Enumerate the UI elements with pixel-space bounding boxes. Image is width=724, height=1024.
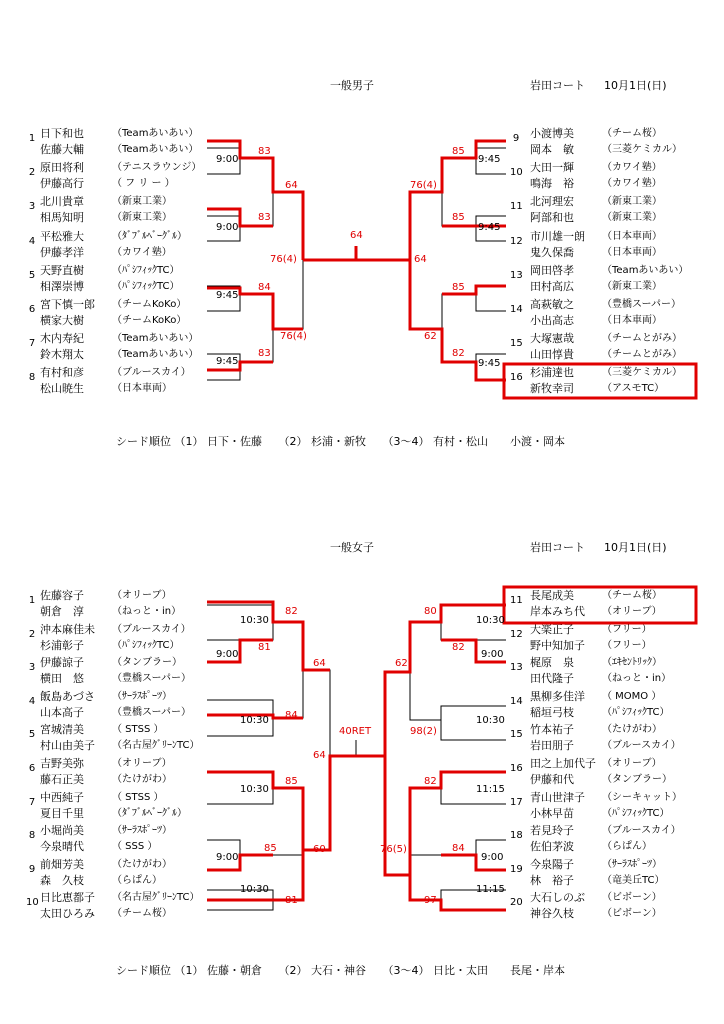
player-name: 大田一輝 — [530, 161, 574, 175]
match-score: 84 — [258, 282, 271, 293]
match-score: 83 — [258, 146, 271, 157]
women-court: 岩田コート — [530, 541, 585, 554]
player-club: （三菱ケミカル） — [602, 144, 682, 155]
player-club: （新東工業） — [602, 212, 662, 224]
player-club: （新東工業） — [112, 212, 172, 224]
player-club: （Teamあいあい） — [112, 349, 199, 361]
match-time: 9:00 — [216, 222, 239, 233]
draw-seed-number: 5 — [28, 269, 36, 281]
player-name: 横田 悠 — [40, 672, 84, 686]
player-club: （たけがわ） — [112, 774, 172, 785]
draw-seed-number: 4 — [28, 695, 36, 707]
draw-seed-number: 8 — [28, 372, 36, 384]
player-name: 阿部和也 — [530, 211, 574, 225]
match-score: 85 — [452, 146, 465, 157]
player-club: （シーキャット） — [602, 791, 682, 803]
match-score: 83 — [258, 212, 271, 223]
player-club: （ MOMO ） — [602, 690, 662, 702]
men-court: 岩田コート — [530, 79, 585, 92]
women-title: 一般女子 — [330, 541, 374, 554]
match-score: 64 — [350, 230, 363, 241]
player-name: 今泉陽子 — [530, 857, 574, 871]
player-name: 北川貴章 — [40, 195, 84, 209]
player-name: 田村高広 — [530, 279, 574, 293]
player-name: 横家大樹 — [40, 314, 84, 327]
player-club: （ｻｰﾗｽﾎﾟｰﾂ） — [112, 690, 172, 702]
player-name: 長尾成美 — [530, 589, 574, 602]
match-score: 85 — [452, 282, 465, 293]
match-score: 85 — [452, 212, 465, 223]
match-score: 62 — [395, 658, 408, 669]
draw-seed-number: 11 — [510, 201, 523, 213]
match-score: 98(2) — [410, 726, 437, 737]
draw-seed-number: 5 — [28, 729, 36, 741]
player-club: （ﾊﾟｼﾌｨｯｸTC） — [112, 264, 180, 276]
player-club: （ブルースカイ） — [112, 367, 191, 379]
player-name: 前畑芳美 — [40, 857, 84, 871]
player-name: 吉野美弥 — [40, 757, 84, 770]
draw-seed-number: 9 — [28, 863, 36, 875]
player-name: 山田惇貴 — [530, 348, 574, 362]
draw-seed-number: 10 — [26, 897, 39, 909]
draw-seed-number: 4 — [28, 235, 36, 247]
match-time: 9:00 — [481, 852, 504, 863]
match-score: 76(5) — [380, 844, 407, 855]
player-name: 伊藤諒子 — [40, 656, 84, 670]
player-club: （チーム桜） — [602, 128, 662, 139]
match-time: 10:30 — [240, 884, 269, 895]
player-name: 田代隆子 — [530, 672, 574, 686]
player-club: （オリーブ） — [602, 606, 662, 617]
player-name: 藤石正美 — [40, 773, 84, 786]
player-club: （たけがわ） — [602, 724, 662, 736]
player-club: （新東工業） — [602, 280, 662, 292]
draw-seed-number: 6 — [28, 304, 36, 315]
player-club: （ブルースカイ） — [602, 825, 681, 837]
draw-seed-number: 15 — [510, 729, 523, 741]
player-club: （ﾀﾞﾌﾞﾙﾍﾞｰｸﾞﾙ） — [112, 807, 187, 819]
draw-seed-number: 1 — [28, 133, 36, 144]
player-name: 日比恵都子 — [40, 891, 95, 905]
match-time: 9:45 — [478, 154, 501, 165]
draw-seed-number: 19 — [510, 863, 523, 875]
match-score: 64 — [285, 180, 298, 191]
match-score: 81 — [258, 642, 271, 653]
player-club: （カワイ塾） — [112, 246, 172, 258]
player-name: 中西純子 — [40, 790, 84, 804]
match-score: 85 — [264, 843, 277, 854]
match-score: 81 — [285, 895, 298, 906]
match-score: 64 — [313, 750, 326, 761]
player-club: （らぱん） — [112, 874, 162, 886]
player-club: （チームKoKo） — [112, 299, 187, 310]
player-club: （カワイ塾） — [602, 178, 662, 190]
player-club: （たけがわ） — [112, 858, 172, 870]
player-name: 小渡博美 — [530, 127, 574, 140]
player-club: （Teamあいあい） — [112, 333, 199, 345]
player-name: 宮下慎一郎 — [40, 298, 95, 311]
player-club: （名古屋ｸﾞﾘｰﾝTC） — [112, 740, 200, 752]
player-name: 飯島あづさ — [40, 689, 95, 703]
match-score: 80 — [424, 606, 437, 617]
women-date: 10月1日(日) — [604, 541, 667, 554]
draw-seed-number: 14 — [510, 695, 523, 707]
player-name: 朝倉 淳 — [40, 605, 84, 618]
player-club: （ブルースカイ） — [602, 740, 681, 752]
player-name: 杉浦彰子 — [40, 638, 84, 652]
men-title: 一般男子 — [330, 79, 374, 92]
player-club: （ SSS ） — [112, 841, 158, 853]
match-time: 9:45 — [216, 290, 239, 301]
player-name: 伊藤高行 — [40, 177, 84, 191]
player-name: 北河理宏 — [530, 195, 574, 209]
draw-seed-number: 2 — [28, 167, 36, 179]
player-name: 佐藤大輔 — [40, 143, 84, 156]
match-time: 9:00 — [216, 852, 239, 863]
draw-seed-number: 15 — [510, 338, 523, 350]
player-name: 今泉晴代 — [40, 840, 84, 854]
player-club: （テニスラウンジ） — [112, 162, 202, 174]
draw-seed-number: 14 — [510, 304, 523, 315]
match-score: 64 — [414, 254, 427, 265]
draw-seed-number: 12 — [510, 628, 523, 640]
player-name: 日下和也 — [40, 127, 84, 140]
player-club: （タンブラー） — [112, 657, 182, 669]
match-score: 76(4) — [410, 180, 437, 191]
men-seeds-line: シード順位 （1） 日下・佐藤 （2） 杉浦・新牧 （3～4） 有村・松山 小渡・岡本 — [116, 435, 565, 448]
player-name: 岩田朋子 — [530, 739, 574, 753]
player-club: （オリーブ） — [112, 590, 172, 601]
player-name: 沖本麻佳未 — [40, 622, 95, 636]
player-club: （新東工業） — [602, 196, 662, 208]
player-club: （日本車両） — [602, 230, 662, 242]
match-score: 83 — [258, 348, 271, 359]
player-club: （ビボーン） — [602, 892, 662, 904]
player-name: 野中知加子 — [530, 638, 585, 652]
player-club: （タンブラー） — [602, 774, 672, 785]
player-club: （ｴｷｾﾝﾄﾘｯｸ） — [602, 657, 662, 669]
player-club: （オリーブ） — [112, 758, 172, 769]
player-name: 稲垣弓枝 — [530, 705, 574, 719]
player-name: 平松雅大 — [40, 229, 84, 243]
player-club: （ STSS ） — [112, 724, 164, 736]
player-club: （カワイ塾） — [602, 162, 662, 174]
player-name: 夏目千里 — [40, 806, 84, 820]
draw-seed-number: 2 — [28, 628, 36, 640]
player-club: （ﾀﾞﾌﾞﾙﾍﾞｰｸﾞﾙ） — [112, 230, 187, 242]
match-score: 82 — [452, 348, 465, 359]
player-club: （チーム桜） — [602, 590, 662, 601]
player-name: 鈴木翔太 — [40, 348, 84, 362]
match-score: 60 — [313, 844, 326, 855]
draw-seed-number: 8 — [28, 830, 36, 842]
match-score: 82 — [424, 776, 437, 787]
player-club: （ﾊﾟｼﾌｨｯｸTC） — [112, 639, 180, 651]
player-club: （チームKoKo） — [112, 315, 187, 326]
draw-seed-number: 16 — [510, 763, 523, 774]
player-club: （チーム桜） — [112, 908, 172, 920]
player-name: 鳴海 裕 — [530, 177, 574, 191]
player-club: （ STSS ） — [112, 791, 164, 803]
draw-seed-number: 18 — [510, 830, 523, 842]
player-club: （竜美丘TC） — [602, 874, 665, 886]
women-seeds-line: シード順位 （1） 佐藤・朝倉 （2） 大石・神谷 （3～4） 日比・太田 長尾・岸本 — [116, 964, 565, 977]
match-time: 9:00 — [216, 649, 239, 660]
player-club: （ｻｰﾗｽﾎﾟｰﾂ） — [112, 825, 172, 837]
player-name: 小林早苗 — [530, 806, 574, 820]
player-name: 青山世津子 — [530, 790, 585, 804]
player-club: （日本車両） — [602, 246, 662, 258]
player-name: 林 裕子 — [530, 873, 574, 887]
draw-seed-number: 11 — [510, 595, 523, 606]
draw-seed-number: 12 — [510, 235, 523, 247]
player-club: （ブルースカイ） — [112, 623, 191, 635]
player-name: 杉浦達也 — [530, 366, 574, 380]
player-club: （チームとがみ） — [602, 333, 682, 345]
player-name: 小堀尚美 — [40, 824, 84, 838]
draw-seed-number: 1 — [28, 595, 36, 606]
player-club: （Teamあいあい） — [602, 264, 689, 276]
match-time: 9:45 — [216, 356, 239, 367]
match-time: 11:15 — [476, 884, 505, 895]
player-name: 山本高子 — [40, 705, 84, 719]
player-club: （ねっと・in） — [112, 606, 182, 617]
player-club: （ﾊﾟｼﾌｨｯｸTC） — [112, 280, 180, 292]
player-club: （ﾊﾟｼﾌｨｯｸTC） — [602, 706, 670, 718]
player-name: 伊藤孝洋 — [40, 245, 84, 259]
draw-seed-number: 6 — [28, 763, 36, 774]
player-name: 相馬知明 — [40, 211, 84, 225]
player-club: （フリー） — [602, 639, 652, 651]
player-club: （豊橋スーパー） — [112, 706, 191, 718]
player-club: （日本車両） — [602, 315, 662, 326]
player-club: （アスモTC） — [602, 383, 665, 395]
match-time: 11:15 — [476, 784, 505, 795]
match-time: 10:30 — [476, 715, 505, 726]
player-name: 森 久枝 — [40, 873, 84, 887]
player-club: （Teamあいあい） — [112, 128, 199, 139]
player-name: 有村和彦 — [40, 366, 84, 380]
player-club: （ フ リ ー ） — [112, 178, 175, 190]
player-name: 木内寿紀 — [40, 332, 84, 346]
player-club: （らぱん） — [602, 841, 652, 853]
player-name: 佐伯茅波 — [530, 840, 574, 854]
draw-seed-number: 17 — [510, 796, 523, 808]
player-club: （Teamあいあい） — [112, 144, 199, 155]
match-score: 84 — [285, 710, 298, 721]
player-name: 神谷久枝 — [530, 907, 574, 921]
draw-seed-number: 13 — [510, 662, 523, 674]
match-time: 10:30 — [240, 715, 269, 726]
match-score: 97 — [424, 895, 437, 906]
draw-seed-number: 10 — [510, 167, 523, 179]
player-name: 竹本祐子 — [530, 723, 574, 737]
draw-seed-number: 20 — [510, 897, 523, 909]
draw-seed-number: 9 — [512, 133, 520, 144]
player-name: 新牧幸司 — [530, 382, 574, 396]
player-name: 鬼久保喬 — [530, 245, 574, 259]
player-name: 佐藤容子 — [40, 589, 84, 602]
match-score: 62 — [424, 331, 437, 342]
match-time: 9:00 — [481, 649, 504, 660]
player-name: 大塚憲哉 — [530, 332, 574, 346]
match-time: 9:00 — [216, 154, 239, 165]
player-club: （名古屋ｸﾞﾘｰﾝTC） — [112, 892, 200, 904]
player-name: 太田ひろみ — [40, 907, 95, 921]
draw-seed-number: 3 — [28, 662, 36, 674]
player-club: （ﾊﾟｼﾌｨｯｸTC） — [602, 807, 670, 819]
match-time: 9:45 — [478, 358, 501, 369]
player-club: （ねっと・in） — [602, 673, 672, 685]
player-name: 高萩敏之 — [530, 298, 574, 311]
player-name: 岡本 敏 — [530, 143, 574, 156]
player-name: 岸本みち代 — [530, 605, 585, 618]
player-name: 大石しのぶ — [530, 891, 585, 905]
match-score: 76(4) — [280, 331, 307, 342]
match-score: 76(4) — [270, 254, 297, 265]
match-score: 84 — [452, 843, 465, 854]
draw-seed-number: 3 — [28, 201, 36, 213]
match-score: 82 — [285, 606, 298, 617]
player-club: （チームとがみ） — [602, 349, 682, 361]
player-name: 宮城清美 — [40, 723, 84, 737]
player-club: （オリーブ） — [602, 758, 662, 769]
player-name: 田之上加代子 — [530, 757, 596, 770]
player-name: 小出高志 — [530, 314, 574, 327]
draw-seed-number: 7 — [28, 796, 36, 808]
player-name: 岡田啓孝 — [530, 263, 574, 277]
match-score: 82 — [452, 642, 465, 653]
player-name: 大楽正子 — [530, 622, 574, 636]
player-club: （三菱ケミカル） — [602, 367, 682, 379]
match-time: 10:30 — [476, 615, 505, 626]
match-time: 10:30 — [240, 615, 269, 626]
draw-seed-number: 13 — [510, 269, 523, 281]
player-club: （新東工業） — [112, 196, 172, 208]
player-name: 天野直樹 — [40, 263, 84, 277]
player-name: 梶原 泉 — [530, 656, 574, 670]
player-club: （豊橋スーパー） — [112, 673, 191, 685]
player-name: 若見玲子 — [530, 824, 574, 838]
player-club: （ｻｰﾗｽﾎﾟｰﾂ） — [602, 858, 662, 870]
player-name: 松山暁生 — [40, 382, 84, 396]
men-date: 10月1日(日) — [604, 79, 667, 92]
match-time: 9:45 — [478, 222, 501, 233]
match-score: 85 — [285, 776, 298, 787]
player-name: 原田将利 — [40, 161, 84, 175]
player-club: （フリー） — [602, 623, 652, 635]
match-time: 10:30 — [240, 784, 269, 795]
player-name: 市川雄一朗 — [530, 229, 585, 243]
player-name: 相澤崇博 — [40, 279, 84, 293]
player-club: （ビボーン） — [602, 908, 662, 920]
match-score: 40RET — [339, 726, 372, 737]
match-score: 64 — [313, 658, 326, 669]
player-club: （日本車両） — [112, 383, 172, 395]
draw-seed-number: 7 — [28, 338, 36, 350]
player-name: 伊藤和代 — [530, 773, 574, 786]
player-name: 黒柳多佳洋 — [530, 689, 585, 703]
player-club: （豊橋スーパー） — [602, 299, 681, 310]
player-name: 村山由美子 — [40, 739, 95, 753]
draw-seed-number: 16 — [510, 372, 523, 384]
